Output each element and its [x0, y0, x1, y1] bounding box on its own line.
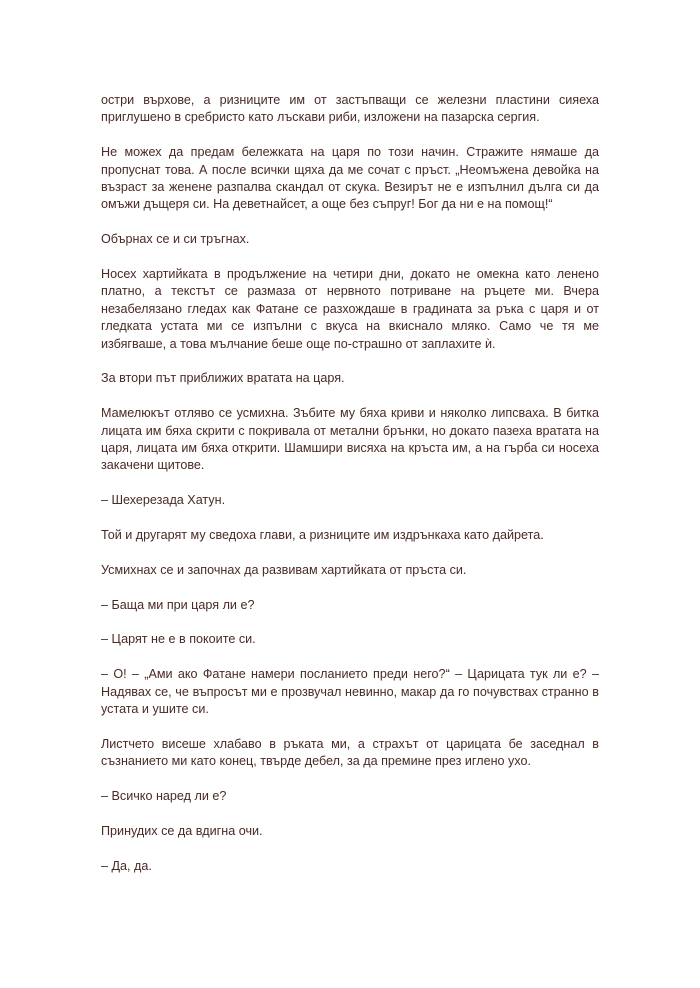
- paragraph: Той и другарят му сведоха глави, а ризниците им издрънкаха като дайрета.: [101, 528, 544, 543]
- paragraph: Не можех да предам бележката на царя по този начин. Стражите нямаше да пропуснат това. А после всички щяха да ме сочат с пръст. „Неомъжена девойка на възраст за женене разпалва скандал от скука. Везирът не е изпълнил дълга си да омъжи дъщеря си. На деветнайсет, а още без съпруг! Бог да ни е на помощ!“: [101, 145, 599, 212]
- paragraph: – Царят не е в покоите си.: [101, 632, 256, 647]
- paragraph: – Всичко наред ли е?: [101, 789, 227, 804]
- paragraph: Усмихнах се и започнах да развивам хартийката от пръста си.: [101, 562, 467, 577]
- paragraph: Листчето висеше хлабаво в ръката ми, а страхът от царицата бе заседнал в съзнанието ми като конец, твърде дебел, за да премине през иглено ухо.: [101, 736, 599, 769]
- paragraph: – О! – „Ами ако Фатане намери посланието преди него?“ – Царицата тук ли е? – Надявах се, че въпросът ми е прозвучал невинно, макар да го почувствах странно в устата и ушите си.: [101, 667, 599, 717]
- body-text: [101, 92, 599, 892]
- paragraph: Мамелюкът отляво се усмихна. Зъбите му бяха криви и няколко липсваха. В битка лицата им бяха скрити с покривала от метални брънки, но докато пазеха вратата на царя, лицата им бяха открити. Шамшири висяха на кръста им, а на гърба си носеха закачени щитове.: [101, 406, 599, 473]
- paragraph: Обърнах се и си тръгнах.: [101, 232, 250, 247]
- paragraph: – Шехерезада Хатун.: [101, 493, 226, 508]
- paragraph: Носех хартийката в продължение на четири дни, докато не омекна като ленено платно, а текстът се размаза от нервното потриване на ръцете ми. Вчера незабелязано гледах как Фатане се разхождаше в градината за ръка с царя и от гледката устата ми се изпълни с вкуса на вкиснало мляко. Само че тя ме избягваше, а това мълчание беше още по-страшно от заплахите ѝ.: [101, 267, 599, 351]
- paragraph: За втори път приближих вратата на царя.: [101, 371, 345, 386]
- paragraph: – Да, да.: [101, 858, 152, 873]
- paragraph: – Баща ми при царя ли е?: [101, 597, 255, 612]
- paragraph: остри върхове, а ризниците им от застъпващи се железни пластини сияеха приглушено в сребристо като лъскави риби, изложени на пазарска сергия.: [101, 93, 599, 125]
- paragraph: Принудих се да вдигна очи.: [101, 823, 263, 838]
